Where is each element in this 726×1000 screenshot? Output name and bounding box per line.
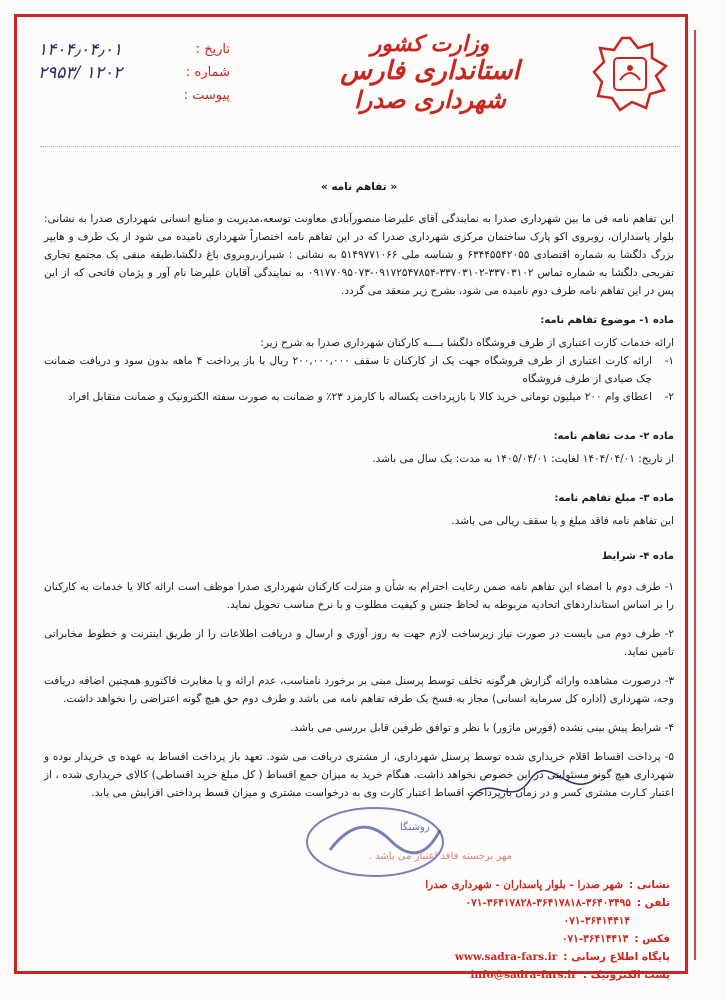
address-label: نشانی : [629, 879, 670, 891]
item-text: ارائه کارت اعتباری از طرف فروشگاه جهت یک از کارکنان تا سقف ۲۰۰,۰۰۰,۰۰۰ ریال با باز پرداخت ۴ ماهه بدون سود و دریافت ضمانت چک صیادی از طرف فروشگاه [44, 355, 652, 385]
condition-item: ۳- درصورت مشاهده وارائه گزارش هرگونه تخلف توسط پرسنل مبنی بر برخورد نامناسب، عدم ارائه و یا مغایرت فاکتورو همچنین اضافه دریافت وجه، شهرداری (اداره کل سرمایه انسانی) مجاز به فسخ یک طرفه تفاهم نامه می باشد و طرف دوم حق هیچ گونه اعتراضی را نخواهد داشت. [44, 675, 674, 705]
article-1-item [44, 352, 674, 388]
letter-meta [30, 38, 230, 107]
company-stamp-icon [300, 800, 450, 880]
condition-item: ۱- طرف دوم با امضاء این تفاهم نامه ضمن رعایت احترام به شأن و منزلت کارکنان شهرداری صدرا موظف است ارائه کالا یا خدمات به کارکنان را بر اساس استانداردهای اتحادیه مربوطه به لحاظ جنس و کیفیت مطلوب و با نرخ مناسب تحویل نماید. [44, 581, 674, 611]
ministry-name: وزارت کشور [370, 31, 490, 57]
email-link[interactable]: info@sadra-fars.ir [470, 969, 577, 981]
municipality-emblem-icon [592, 36, 668, 112]
letterhead-title [300, 32, 560, 114]
governorate-name: استانداری فارس [340, 56, 520, 86]
article-4-heading: ماده ۴- شرایط [601, 551, 674, 562]
fax-label: فکس : [634, 933, 670, 945]
municipality-name: شهرداری صدرا [354, 85, 506, 114]
document-title: « تفاهم نامه » [320, 181, 398, 193]
condition-item: ۵- پرداخت اقساط اقلام خریداری شده توسط پرسنل شهرداری، از مشتری دریافت می شود. تعهد باز پرداخت اقساط به عهده ی خریدار بوده و شهرداری هیچ گونه مسئولیتی در این خصوص نخواهد داشت. هنگام خرید به میزان جمع اقساط ( کل مبلغ خرید اقساطی) کالای خریداری شده ، از اعتبار کـارت مشتری کسر و در زمان بازپرداخت اقساط اعتبار کارت وی به درخواست مشتری و میزان قسط پرداختی افزایش می یابد. [44, 751, 674, 799]
article-3-heading: ماده ۳- مبلغ تفاهم نامه: [554, 493, 674, 504]
header-divider [40, 146, 680, 147]
article-1-item [44, 388, 674, 406]
condition-item: ۲- طرف دوم می بایست در صورت نیاز زیرساخت لازم جهت به روز آوری و ارسال و دریافت اطلاعات را از طریق اینترنت و خطوط مخابراتی تامین نماید. [44, 628, 674, 658]
signature-icon [460, 760, 610, 820]
stamp-note: مهر برجسته فاقد اعتبار می باشد . [368, 851, 512, 862]
phone2-value: ۰۷۱-۳۶۴۱۴۴۱۴ [563, 915, 630, 927]
fax-value: ۰۷۱-۳۶۴۱۴۴۱۳ [561, 933, 629, 945]
article-1-heading: ماده ۱- موضوع تفاهم نامه: [540, 315, 674, 326]
date-value: ۱۴۰۴٫۰۴٫۰۱ [38, 39, 123, 60]
website-label: پایگاه اطلاع رسانی : [563, 951, 670, 963]
side-rule [694, 30, 696, 960]
article-2-heading: ماده ۲- مدت تفاهم نامه: [553, 431, 674, 442]
item-number: ۲- [664, 391, 674, 403]
address-value: شهر صدرا - بلوار پاسداران - شهرداری صدرا [425, 879, 623, 891]
item-text: اعطای وام ۲۰۰ میلیون تومانی خرید کالا با بازپرداخت یکساله با کارمزد ۲۳٪ و ضمانت به صورت سفته الکترونیک و ضمانت متقابل افراد [67, 391, 652, 403]
stamp-text: روشنگا [400, 822, 430, 833]
intro-paragraph: این تفاهم نامه فی ما بین شهرداری صدرا به نمایندگی آقای علیرضا منصورآبادی معاونت توسعه،مدیریت و منابع انسانی شهرداری صدرا به نشانی: بلوار پاسداران، روبروی اکو پارک ساختمان مرکزی شهرداری صدرا که در این تفاهم نامه اختصاراً شهرداری نامیده می شود از یک طرف و هایپر بزرگ دلگشا به شماره اقتصادی ۶۳۴۴۵۵۴۲۰۵۵ و شناسه ملی ۵۱۴۹۷۷۱۰۶۶ به نشانی : شیراز،روبروی باغ دلگشا،طبقه منفی یک مجتمع تجاری تفریحی دلگشا به شماره تماس ۳۳۷۰۳۱۰۲-۳۳۷۰۳۱۰۲-۰۹۱۷۲۵۴۷۸۵۴-۰۹۱۷۷۰۹۵۰۷۳ به نمایندگی آقایان علیرضا نام آور و پژمان فاتحی که از این پس در این تفاهم نامه طرف دوم نامیده می شود، بشرح زیر منعقد می گردد. [44, 213, 674, 297]
article-2-text: از تاریخ: ۱۴۰۴/۰۴/۰۱ لغایت: ۱۴۰۵/۰۴/۰۱ به مدت: یک سال می باشد. [372, 453, 674, 465]
letter-footer [330, 876, 670, 984]
phone-label: تلفن : [636, 897, 670, 909]
website-link[interactable]: www.sadra-fars.ir [454, 951, 558, 963]
email-label: پست الکترونیک : [582, 969, 670, 981]
condition-item: ۴- شرایط پیش بینی نشده (فورس ماژور) با نظر و توافق طرفین قابل بررسی می باشد. [290, 722, 674, 734]
number-label: شماره : [186, 65, 230, 80]
article-1-lead: ارائه خدمات کارت اعتباری از طرف فروشگاه دلگشا بــــه کارکنان شهرداری صدرا به شرح زیر: [260, 337, 674, 349]
attachment-label: پیوست : [183, 88, 230, 103]
letter-body [44, 178, 674, 813]
date-label: تاریخ : [195, 42, 230, 57]
item-number: ۱- [664, 355, 674, 367]
phone-value: ۰۷۱-۳۶۴۱۷۸۲۸-۳۶۴۱۷۸۱۸-۳۶۴۰۳۴۹۵ [465, 897, 631, 909]
article-3-text: این تفاهم نامه فاقد مبلغ و یا سقف ریالی می باشد. [451, 515, 674, 527]
number-value: ۲۹۵۳/ ۱۲۰۲ [38, 62, 123, 83]
